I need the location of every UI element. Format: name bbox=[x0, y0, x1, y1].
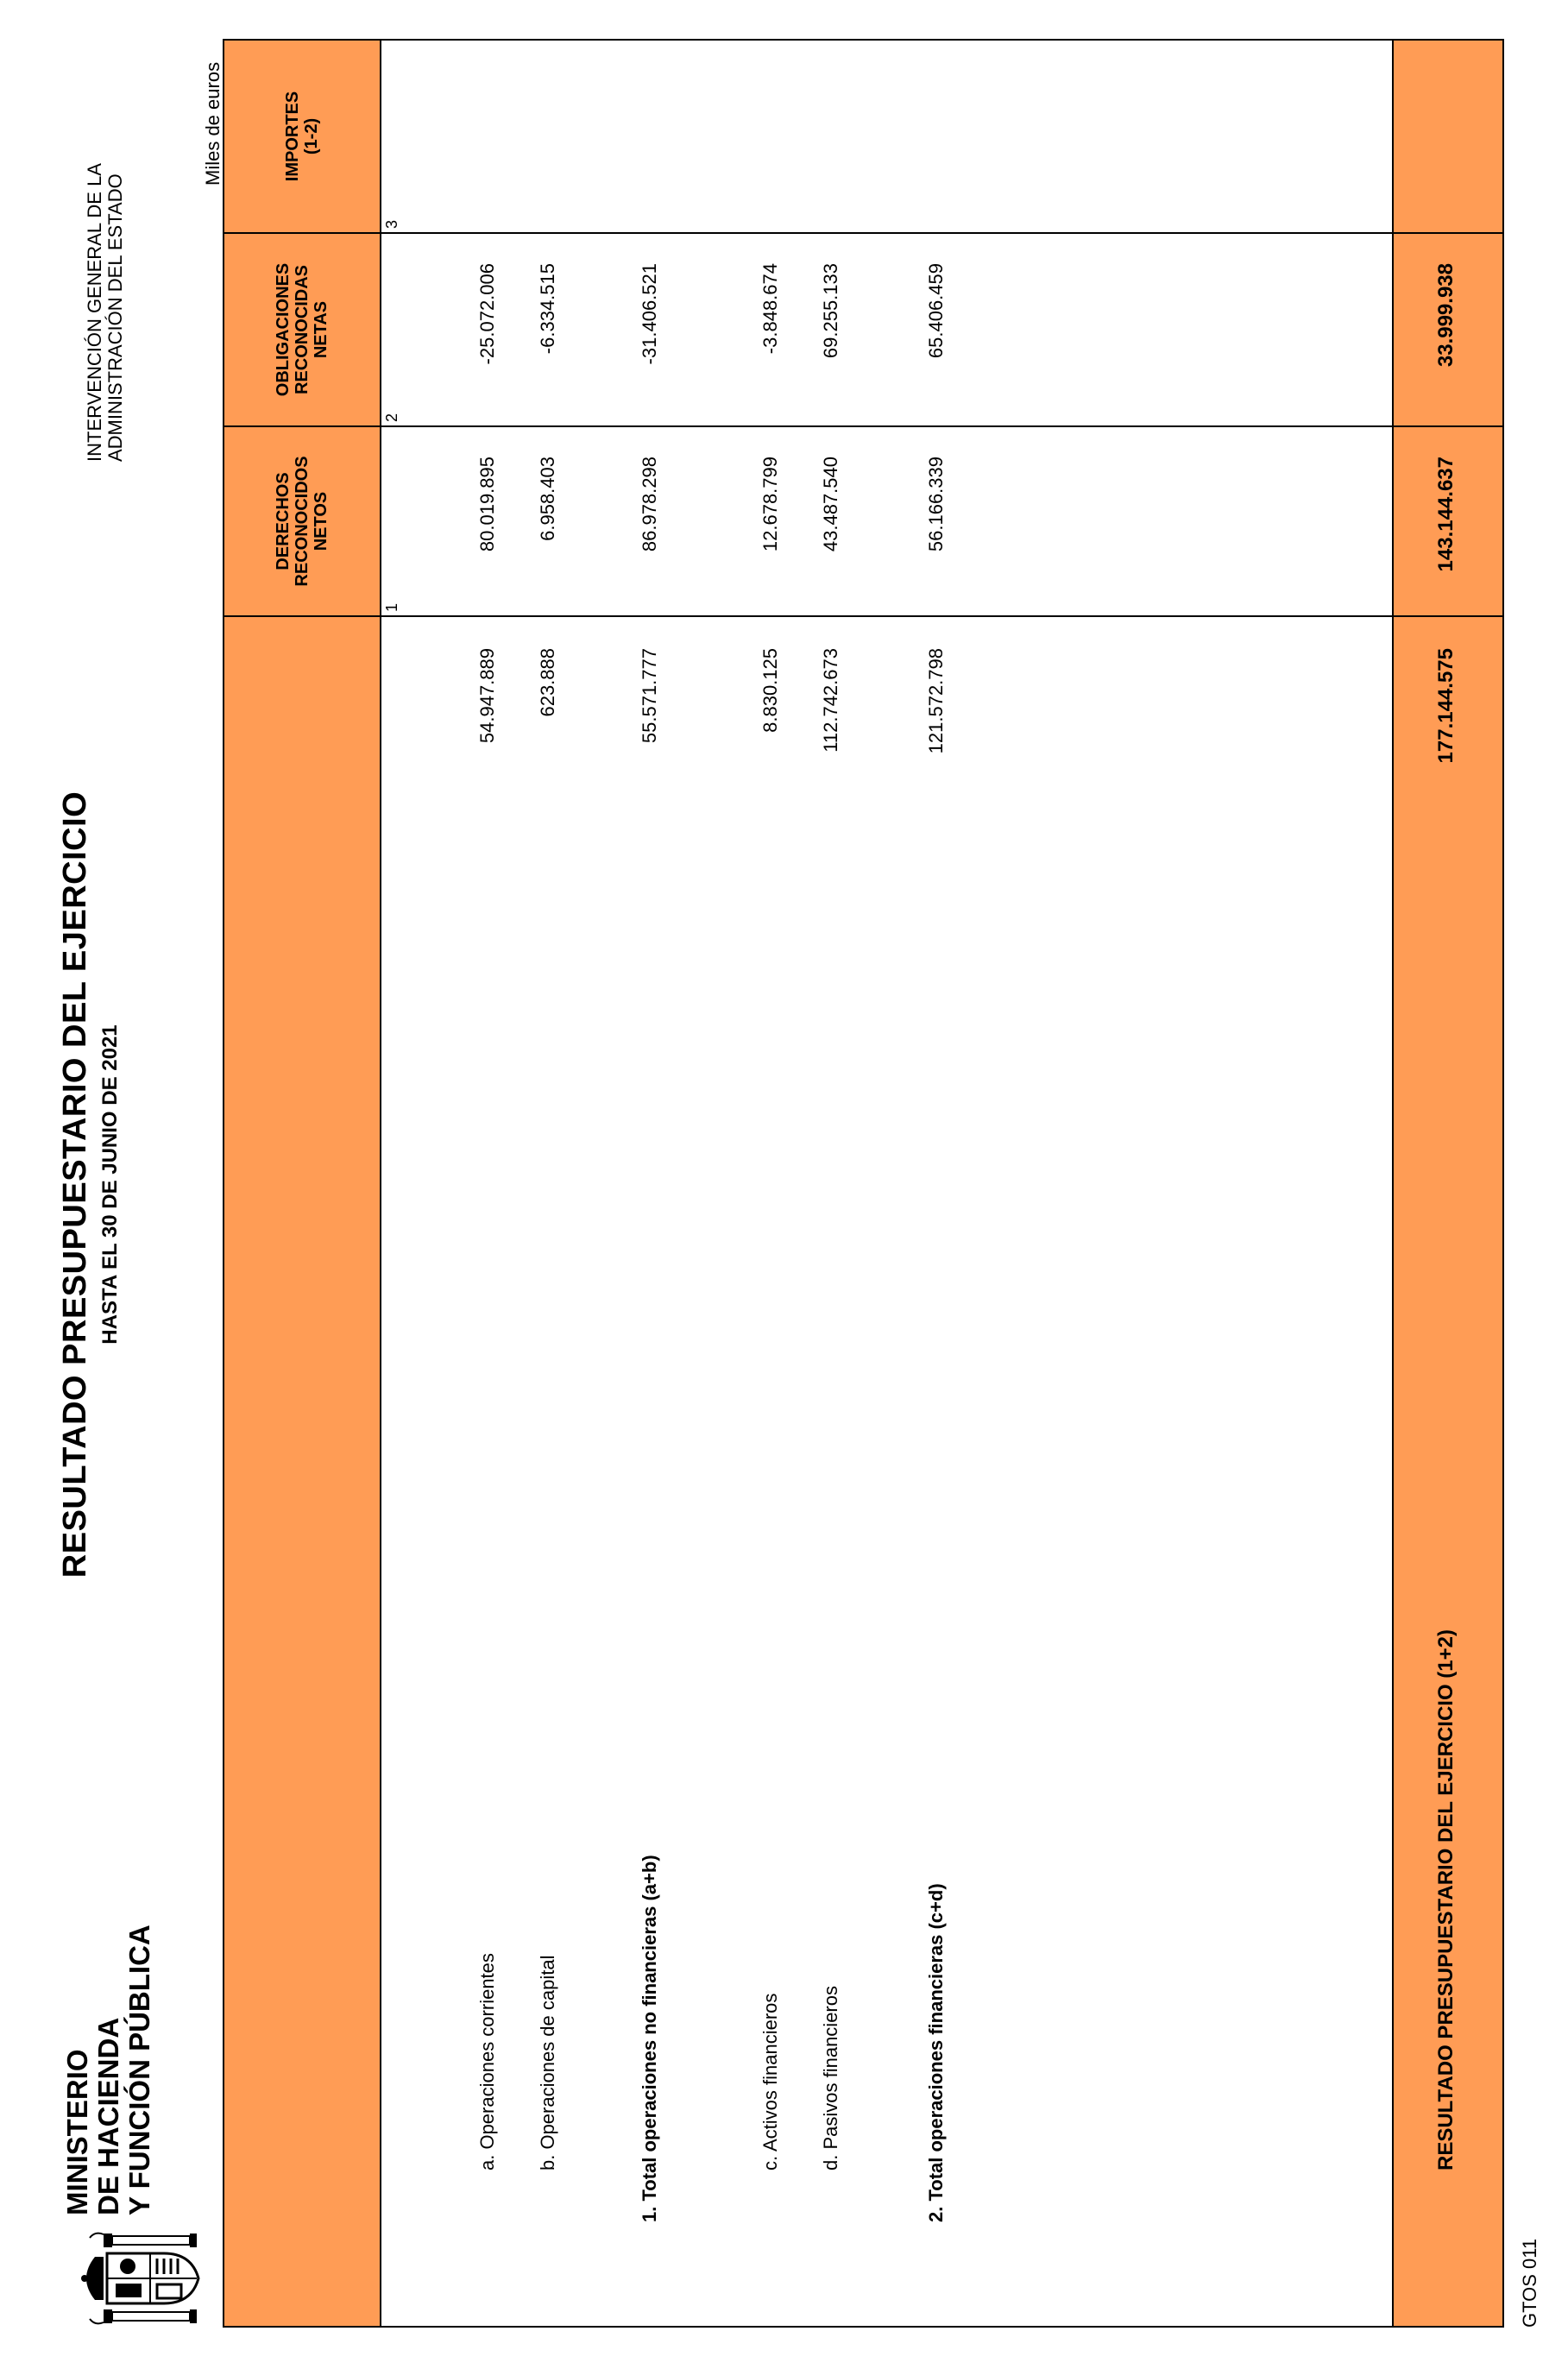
cell-importes: -25.072.006 bbox=[476, 263, 498, 365]
column-number-3: 3 bbox=[383, 219, 400, 229]
agency-line-2: ADMINISTRACIÓN DEL ESTADO bbox=[104, 173, 126, 462]
agency-line-1: INTERVENCIÓN GENERAL DE LA bbox=[84, 163, 105, 462]
header-divider bbox=[380, 41, 381, 2326]
page-subtitle: HASTA EL 30 DE JUNIO DE 2021 bbox=[98, 1024, 122, 1345]
column-header-line: IMPORTES bbox=[283, 91, 302, 182]
row-label-subtotal: 2. Total operaciones financieras (c+d) bbox=[925, 1883, 947, 2222]
cell-importes: -6.334.515 bbox=[537, 263, 558, 355]
cell-derechos: 8.830.125 bbox=[759, 648, 781, 733]
ministry-line-1: MINISTERIO bbox=[61, 2049, 93, 2215]
column-divider-3 bbox=[224, 232, 1502, 234]
column-header-obligaciones bbox=[224, 234, 380, 425]
row-label: b. Operaciones de capital bbox=[537, 1955, 558, 2171]
units-note: Miles de euros bbox=[202, 61, 224, 186]
cell-importes: 65.406.459 bbox=[925, 263, 947, 359]
cell-obligaciones: 80.019.895 bbox=[476, 457, 498, 552]
cell-obligaciones: 56.166.339 bbox=[925, 457, 947, 552]
ministry-line-2: DE HACIENDA bbox=[92, 2017, 124, 2215]
page-title: RESULTADO PRESUPUESTARIO DEL EJERCICIO bbox=[57, 791, 93, 1578]
total-row-label: RESULTADO PRESUPUESTARIO DEL EJERCICIO (1+2) bbox=[1434, 1629, 1458, 2171]
cell-obligaciones: 43.487.540 bbox=[820, 457, 841, 552]
total-derechos: 177.144.575 bbox=[1434, 648, 1458, 764]
form-code: GTOS 011 bbox=[1519, 2238, 1540, 2328]
column-number-1: 1 bbox=[383, 602, 400, 612]
column-header-line: (1-2) bbox=[302, 117, 321, 155]
column-header-line: RECONOCIDAS bbox=[293, 265, 312, 395]
row-label: d. Pasivos financieros bbox=[820, 1986, 841, 2171]
total-importes: 33.999.938 bbox=[1434, 263, 1458, 368]
cell-importes: 69.255.133 bbox=[820, 263, 841, 359]
total-obligaciones: 143.144.637 bbox=[1434, 457, 1458, 572]
column-divider-1 bbox=[224, 615, 1502, 617]
cell-obligaciones: 86.978.298 bbox=[639, 457, 660, 552]
column-divider-2 bbox=[224, 425, 1502, 427]
cell-derechos: 623.888 bbox=[537, 648, 558, 717]
column-header-line: RECONOCIDOS bbox=[293, 456, 312, 587]
column-header-importes bbox=[224, 41, 380, 232]
cell-importes: -3.848.674 bbox=[759, 263, 781, 355]
column-header-line: NETOS bbox=[312, 491, 331, 551]
row-label-subtotal: 1. Total operaciones no financieras (a+b) bbox=[639, 1855, 660, 2222]
cell-obligaciones: 6.958.403 bbox=[537, 457, 558, 541]
column-header-line: OBLIGACIONES bbox=[274, 262, 293, 397]
cell-derechos: 121.572.798 bbox=[925, 648, 947, 754]
column-header-line: DERECHOS bbox=[274, 472, 293, 570]
column-header-derechos bbox=[224, 427, 380, 615]
row-label: a. Operaciones corrientes bbox=[476, 1953, 498, 2171]
row-label: c. Activos financieros bbox=[759, 1993, 781, 2171]
cell-obligaciones: 12.678.799 bbox=[759, 457, 781, 552]
budget-result-table bbox=[223, 39, 1504, 2328]
column-number-2: 2 bbox=[383, 413, 400, 422]
total-divider bbox=[1392, 41, 1394, 2326]
agency-name bbox=[85, 163, 126, 462]
coat-of-arms-icon bbox=[78, 2231, 207, 2326]
cell-derechos: 54.947.889 bbox=[476, 648, 498, 744]
cell-importes: -31.406.521 bbox=[639, 263, 660, 365]
ministry-line-3: Y FUNCIÓN PÚBLICA bbox=[123, 1925, 155, 2215]
cell-derechos: 55.571.777 bbox=[639, 648, 660, 744]
column-header-line: NETAS bbox=[312, 300, 331, 359]
cell-derechos: 112.742.673 bbox=[820, 648, 841, 753]
